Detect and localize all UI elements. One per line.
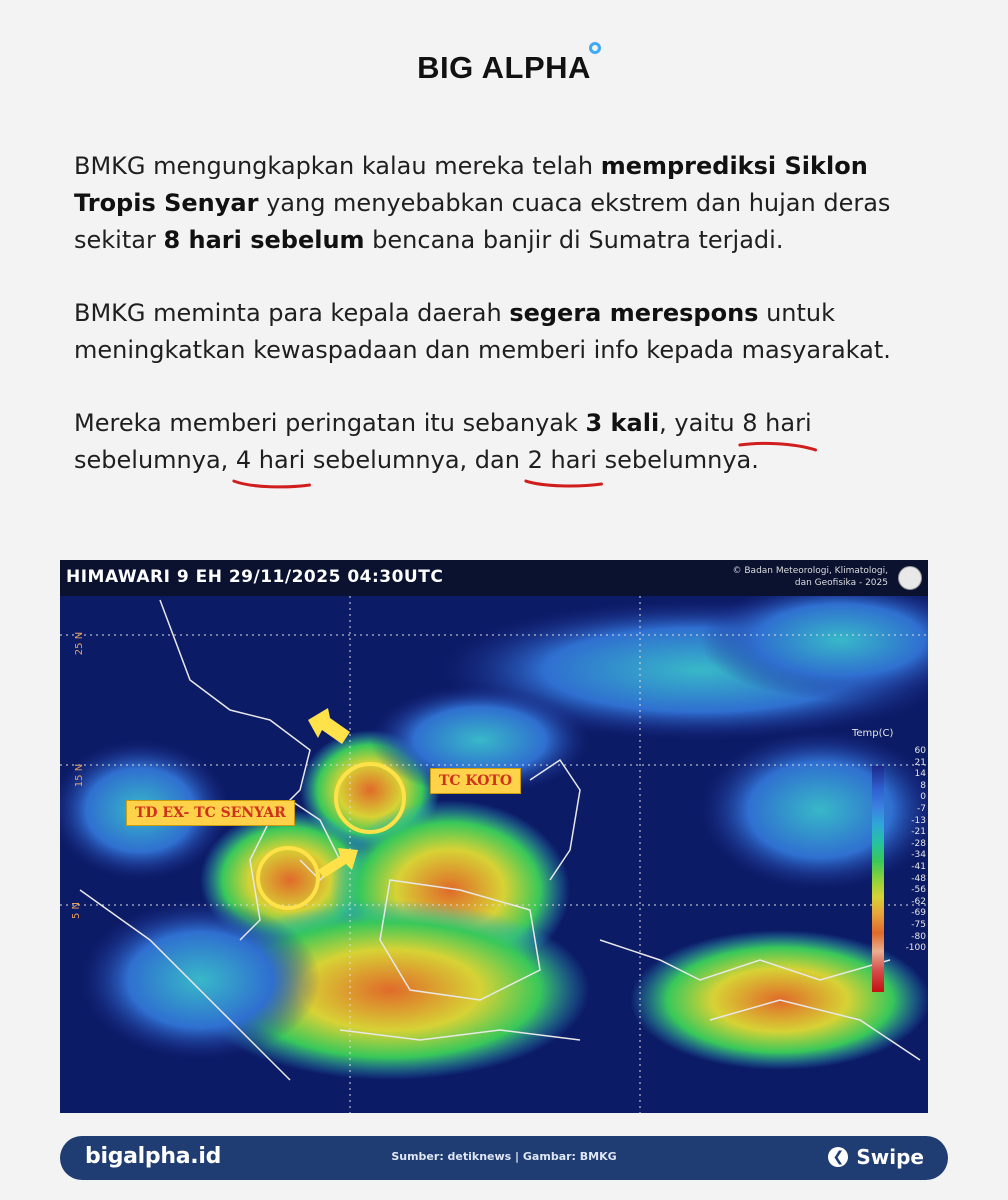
legend-tick: 14 (914, 769, 926, 780)
legend-tick: 8 (920, 780, 926, 791)
legend-tick: 0 (920, 792, 926, 803)
legend-tick: -100 (905, 943, 926, 954)
text: sebelumnya. (596, 446, 759, 474)
bold-text: 3 kali (585, 409, 660, 437)
swipe-label: Swipe (856, 1145, 924, 1169)
paragraph-1 (74, 148, 944, 259)
text: 8 hari (742, 409, 812, 437)
article-body (74, 148, 944, 515)
legend-title: Temp(C) (852, 728, 894, 739)
brand-header (0, 50, 1008, 86)
bold-text: memprediksi Siklon Tropis Senyar (74, 152, 868, 217)
bold-text: segera merespons (509, 299, 759, 327)
text: sebelumnya, (74, 446, 236, 474)
legend-tick: -69 (911, 908, 926, 919)
credit-line: © Badan Meteorologi, Klimatologi, (732, 566, 888, 576)
red-underline-mark (524, 477, 603, 491)
label-tc-koto: TC KOTO (430, 768, 521, 794)
text: BMKG mengungkapkan kalau mereka telah (74, 152, 601, 180)
satellite-imagery (60, 560, 928, 1113)
temperature-color-bar (872, 766, 884, 992)
text: 4 hari (235, 446, 306, 474)
legend-tick: -28 (911, 838, 926, 849)
brand-dot-icon (589, 42, 601, 54)
legend-tick: -80 (911, 931, 926, 942)
red-underline-mark (232, 477, 311, 491)
satellite-title: HIMAWARI 9 EH 29/11/2025 04:30UTC (66, 567, 444, 587)
text: Mereka memberi peringatan itu sebanyak (74, 409, 586, 437)
bold-text: 8 hari sebelum (163, 226, 365, 254)
legend-tick: -34 (911, 850, 926, 861)
text: sebelumnya, dan (305, 446, 528, 474)
text: 2 hari (527, 446, 597, 474)
underlined-4-hari (236, 442, 305, 479)
credit (733, 565, 888, 589)
legend-ticks (902, 746, 926, 955)
red-underline-mark (738, 440, 817, 454)
swipe-button[interactable] (828, 1145, 924, 1169)
bmkg-logo-icon (898, 566, 922, 590)
source-credit: Sumber: detiknews | Gambar: BMKG (391, 1150, 617, 1163)
lat-label: 5 N (71, 901, 83, 920)
underlined-8-hari (742, 405, 811, 442)
legend-tick: 21 (914, 757, 926, 768)
chevron-left-icon: ❮ (828, 1147, 848, 1167)
paragraph-2 (74, 295, 944, 369)
text: BMKG meminta para kepala daerah (74, 299, 510, 327)
legend-tick: -75 (911, 919, 926, 930)
text: untuk meningkatkan kewaspadaan dan memberi info kepada masyarakat. (74, 299, 891, 364)
legend-tick: -41 (911, 861, 926, 872)
legend-tick: -21 (911, 827, 926, 838)
legend-tick: 60 (914, 746, 926, 756)
lat-label: 25 N (74, 631, 86, 656)
site-link[interactable]: bigalpha.id (85, 1144, 222, 1169)
legend-tick: -48 (911, 873, 926, 884)
text: bencana banjir di Sumatra terjadi. (364, 226, 784, 254)
text: , yaitu (659, 409, 743, 437)
legend-tick: -7 (917, 803, 926, 814)
legend-tick: -13 (911, 815, 926, 826)
label-td-ex-tc-senyar: TD EX- TC SENYAR (126, 800, 295, 826)
legend-tick: -62 (911, 896, 926, 907)
footer-bar (60, 1136, 948, 1180)
underlined-2-hari (528, 442, 597, 479)
credit-line: dan Geofisika - 2025 (794, 578, 888, 588)
text: yang menyebabkan cuaca ekstrem dan hujan deras sekitar (74, 189, 891, 254)
brand-name: BIG ALPHA (417, 50, 591, 85)
lat-label: 15 N (74, 763, 86, 788)
paragraph-3 (74, 405, 944, 479)
satellite-header (60, 560, 928, 596)
brand-logo (417, 50, 591, 86)
legend-tick: -56 (911, 885, 926, 896)
satellite-image (60, 560, 928, 1113)
